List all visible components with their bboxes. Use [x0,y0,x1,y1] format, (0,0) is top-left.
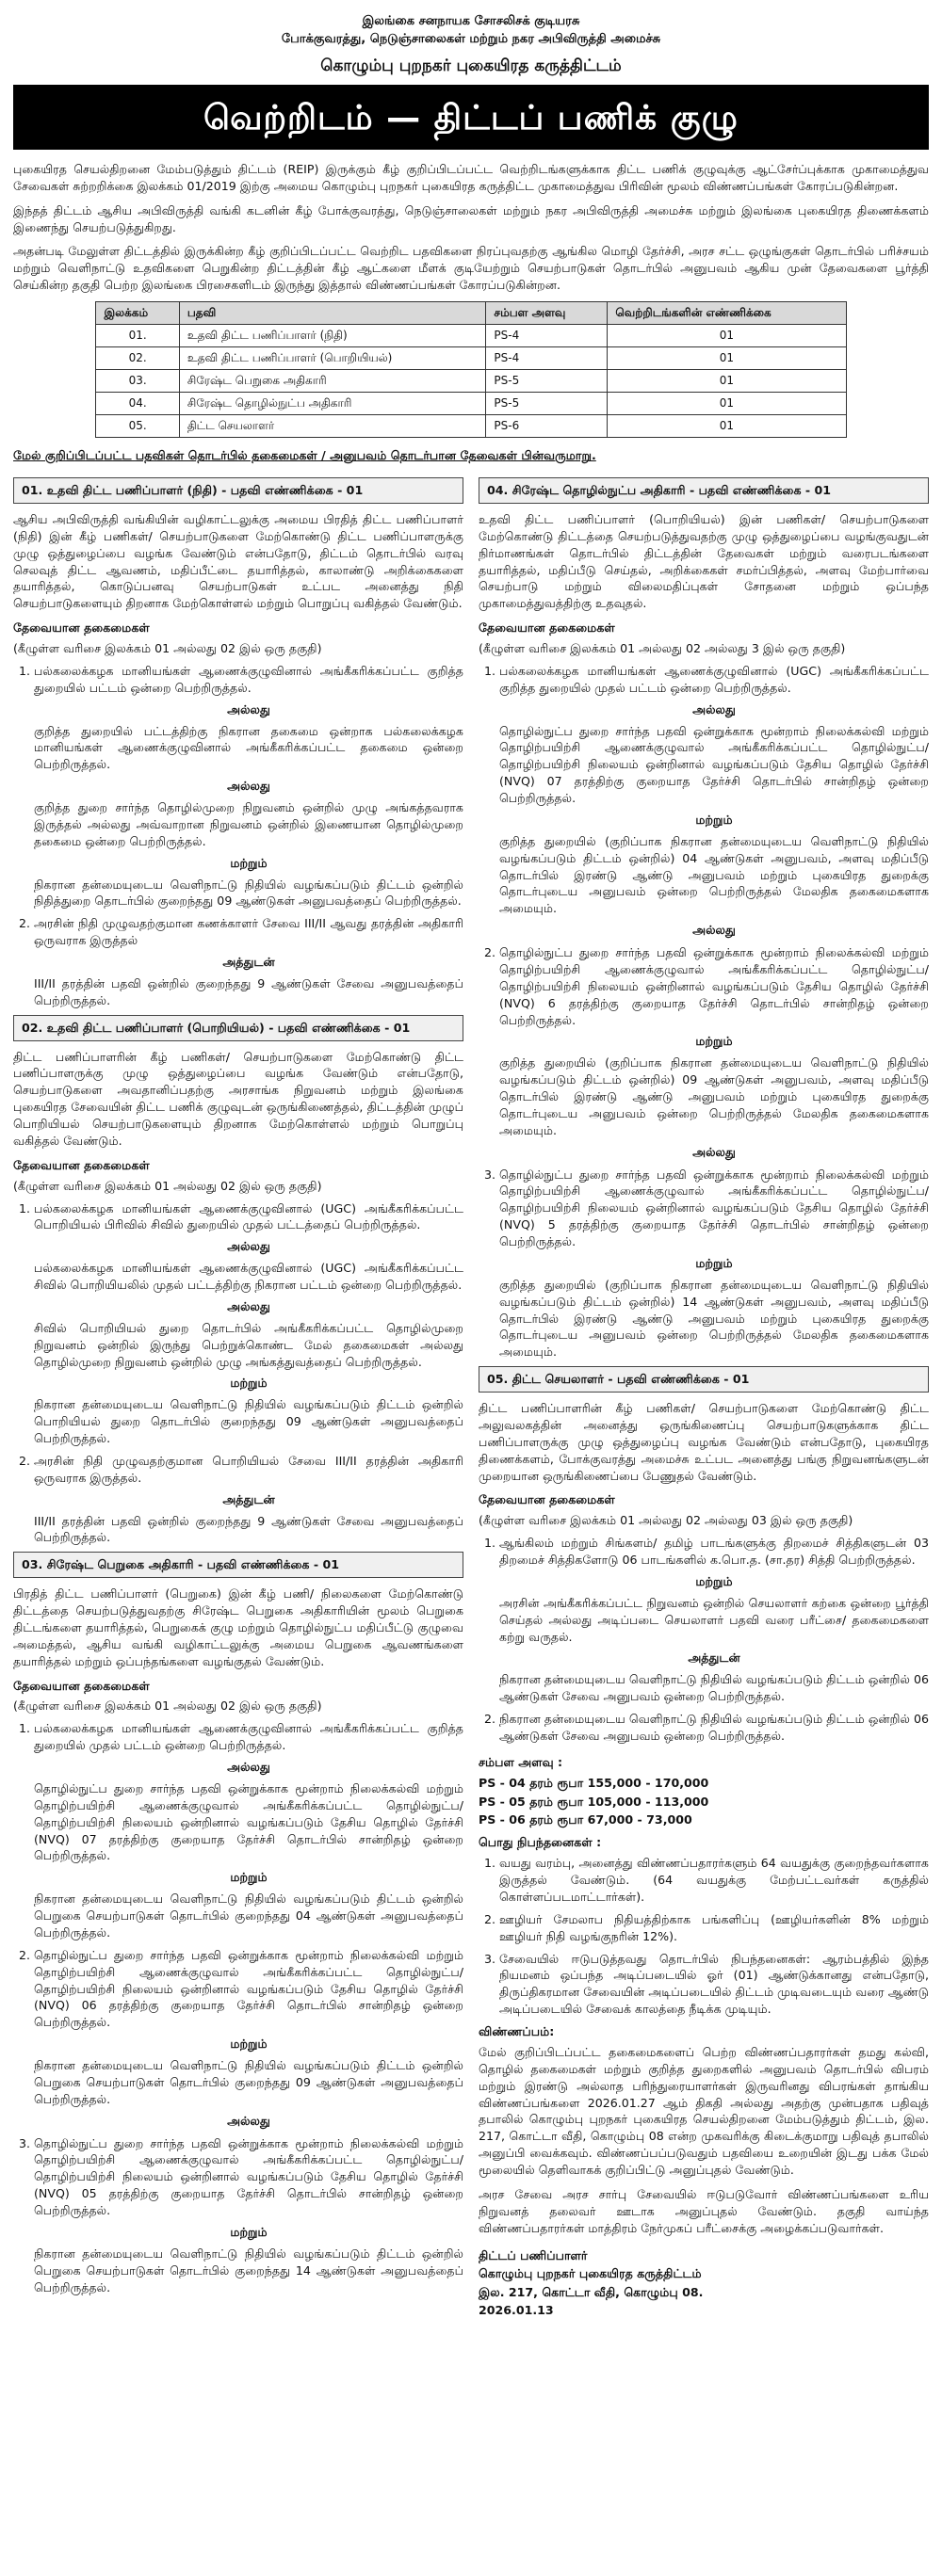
qual-text: தொழில்நுட்ப துறை சார்ந்த பதவி ஒன்றுக்காக மூன்றாம் நிலைக்கல்வி மற்றும் தொழிற்பயிற்சி ஆணைக்குழுவால் அங்கீகரிக்கப்பட்ட தொழில்நுட்ப/ தொழிற்பயிற்சி நிலையம் ஒன்றினால் வழங்கப்படும் தேசிய தொழில் தேர்ச்சி (NVQ) 6 தரத்திற்கு குறையாத தேர்ச்சி தொடர்பில் சான்றிதழ் ஒன்றை பெற்றிருத்தல். [499,945,929,1027]
table-header-row [96,302,846,325]
position-2-title: 02. உதவி திட்ட பணிப்பாளர் (பொறியியல்) - பதவி எண்ணிக்கை - 01 [13,1015,463,1041]
and-separator: மற்றும் [695,1255,733,1270]
table-cell: 01. [96,325,179,347]
position-1-title: 01. உதவி திட்ட பணிப்பாளர் (நிதி) - பதவி எண்ணிக்கை - 01 [13,477,463,504]
intro-paragraph-2: இந்தத் திட்டம் ஆசிய அபிவிருத்தி வங்கி கடனின் கீழ் போக்குவரத்து, நெடுஞ்சாலைகள் மற்றும் நகர அபிவிருத்தி அமைச்சு மற்றும் இலங்கை புகையிரத திணைக்களம் இணைந்து செயற்படுத்துகிறது. [13,202,929,234]
qual-text: நிகரான தன்மையுடைய வெளிநாட்டு நிதியில் வழங்கப்படும் திட்டம் ஒன்றில் பெறுகை செயற்பாடுகள் தொடர்பில் குறைந்தது 09 ஆண்டுகள் அனுபவத்தைப் பெற்றிருத்தல். [34,2058,463,2106]
qual-item [34,1200,463,1447]
table-cell: உதவி திட்ட பணிப்பாளர் (பொறியியல்) [179,347,486,370]
applications-heading: விண்ணப்பம்: [479,2024,555,2039]
salary-row: PS - 05 தரம் ரூபா 105,000 - 113,000 [479,1794,709,1809]
table-cell: 05. [96,415,179,438]
or-separator: அல்லது [692,701,736,716]
qual-item [499,1535,929,1705]
list-item: 2. ஊழியர் சேமலாப நிதியத்திற்காக பங்களிப்பு (ஊழியர்களின் 8% மற்றும் ஊழியர் நிதி வழங்குநரின் 12%). [499,1911,929,1945]
position-4-description: உதவி திட்ட பணிப்பாளர் (பொறியியல்) இன் பணிகள்/ செயற்பாடுகளை மேற்கொண்டு திட்டத்தை செயற்படுத்துவதற்கு முழு ஒத்துழைப்பை வழங்குவதுடன் நிர்மாணங்கள் தொடர்பில் திட்டத்தின் தேவைகள் மற்றும் வரைபடங்களை தயாரித்தல், மதிப்பீடு செய்தல், அறிக்கைகள் சமர்ப்பித்தல், அளவு மேற்பார்வை செயற்பாடு மற்றும் விலைமதிப்புகள் சோதனை மற்றும் ஒப்பந்த முகாமைத்துவத்திற்கு உதவுதல். [479,511,929,611]
quals-note: (கீழுள்ள வரிசை இலக்கம் 01 அல்லது 02 இல் ஒரு தகுதி) [13,641,322,656]
two-column-body [13,472,929,2320]
list-item: 3. சேவையில் ஈடுபடுத்தவது தொடர்பில் நிபந்தனைகள்: ஆரம்பத்தில் இந்த நியமனம் ஒப்பந்த அடிப்படையில் ஓர் (01) ஆண்டுக்கானது என்பதோடு, திருப்திகரமான சேவையின் அடிப்படையில் திட்டம் முடிவடையும் வரை ஆண்டு அடிப்படையில் சேவைக் காலத்தை நீடிக்க முடியும். [499,1951,929,2019]
quals-note: (கீழுள்ள வரிசை இலக்கம் 01 அல்லது 02 அல்லது 3 இல் ஒரு தகுதி) [479,641,846,656]
right-column [479,472,929,2320]
and-separator: மற்றும் [230,1376,268,1391]
required-quals-heading: தேவையான தகைமைகள் [13,1678,150,1693]
qual-text: தொழில்நுட்ப துறை சார்ந்த பதவி ஒன்றுக்காக மூன்றாம் நிலைக்கல்வி மற்றும் தொழிற்பயிற்சி ஆணைக்குழுவால் அங்கீகரிக்கப்பட்ட தொழில்நுட்ப/ தொழிற்பயிற்சி நிலையம் ஒன்றினால் வழங்கப்படும் தேசிய தொழில் தேர்ச்சி (NVQ) 07 தரத்திற்கு குறையாத தேர்ச்சி தொடர்பில் சான்றிதழ் ஒன்றை பெற்றிருத்தல். [34,1780,463,1863]
and-separator: மற்றும் [695,812,733,827]
qual-text: குறித்த துறையில் பட்டத்திற்கு நிகரான தகைமை ஒன்றாக பல்கலைக்கழக மானியங்கள் ஆணைக்குழுவினால் அங்கீகரிக்கப்பட்ட தகைமை ஒன்றை பெற்றிருத்தல். [34,723,463,772]
qual-text: அரசின் நிதி முழுவதற்குமான கணக்காளர் சேவை III/II ஆவது தரத்தின் அதிகாரி ஒருவராக இருத்தல் [34,916,463,948]
qual-text: குறித்த துறை சார்ந்த தொழில்முறை நிறுவனம் ஒன்றில் முழு அங்கத்தவராக இருத்தல் அல்லது அவ்வாறான நிறுவனம் ஒன்றில் இணையான தொழில்முறை தகைமை ஒன்றை பெற்றிருத்தல். [34,800,463,848]
and-separator: மற்றும் [230,855,268,870]
qual-item [499,944,929,1161]
qual-text: தொழில்நுட்ப துறை சார்ந்த பதவி ஒன்றுக்காக மூன்றாம் நிலைக்கல்வி மற்றும் தொழிற்பயிற்சி ஆணைக்குழுவால் அங்கீகரிக்கப்பட்ட தொழில்நுட்ப/ தொழிற்பயிற்சி நிலையம் ஒன்றினால் வழங்கப்படும் தேசிய தொழில் தேர்ச்சி (NVQ) 07 தரத்திற்கு குறையாத தேர்ச்சி தொடர்பில் சான்றிதழ் ஒன்றை பெற்றிருத்தல். [499,723,929,806]
qual-text: குறித்த துறையில் (குறிப்பாக நிகரான தன்மையுடைய வெளிநாட்டு நிதியில் வழங்கப்படும் திட்டம் ஒன்றில்) 09 ஆண்டுகள் அனுபவம், அளவு மதிப்பீடு தொடர்பில் இரண்டு ஆண்டு அனுபவம் மற்றும் புகையிரத துறைக்கு தொடர்புடைய அனுபவம் ஒன்றை பெற்றிருத்தல் மேலதிக தகைமைகளாக அமையும். [499,1055,929,1137]
table-cell: PS-6 [486,415,608,438]
table-row [96,415,846,438]
position-4-title: 04. சிரேஷ்ட தொழில்நுட்ப அதிகாரி - பதவி எண்ணிக்கை - 01 [479,477,929,504]
table-header-post: பதவி [179,302,486,325]
quals-note: (கீழுள்ள வரிசை இலக்கம் 01 அல்லது 02 அல்லது 03 இல் ஒரு தகுதி) [479,1513,853,1528]
qual-text: பல்கலைக்கழக மானியங்கள் ஆணைக்குழுவினால் (UGC) அங்கீகரிக்கப்பட்ட சிவில் பொறியியலில் முதல் பட்டத்திற்கு நிகரான பட்டம் ஒன்றை பெற்றிருத்தல். [34,1261,463,1293]
table-cell: 02. [96,347,179,370]
project-name: கொழும்பு புறநகர் புகையிரத கருத்திட்டம் [320,56,622,75]
position-3-title: 03. சிரேஷ்ட பெறுகை அதிகாரி - பதவி எண்ணிக்கை - 01 [13,1552,463,1578]
qual-text: தொழில்நுட்ப துறை சார்ந்த பதவி ஒன்றுக்காக மூன்றாம் நிலைக்கல்வி மற்றும் தொழிற்பயிற்சி ஆணைக்குழுவால் அங்கீகரிக்கப்பட்ட தொழில்நுட்ப/ தொழிற்பயிற்சி நிலையம் ஒன்றினால் வழங்கப்படும் தேசிய தொழில் தேர்ச்சி (NVQ) 06 தரத்திற்கு குறையாத தேர்ச்சி தொடர்பில் சான்றிதழ் ஒன்றை பெற்றிருத்தல். [34,1947,463,2030]
and-separator: மற்றும் [695,1034,733,1049]
or-separator: அல்லது [227,701,270,716]
salary-row: PS - 06 தரம் ரூபா 67,000 - 73,000 [479,1812,692,1827]
qual-text: பல்கலைக்கழக மானியங்கள் ஆணைக்குழுவினால் (UGC) அங்கீகரிக்கப்பட்ட குறித்த துறையில் முதல் பட்டம் ஒன்றை பெற்றிருத்தல். [499,663,929,695]
qual-text: குறித்த துறையில் (குறிப்பாக நிகரான தன்மையுடைய வெளிநாட்டு நிதியில் வழங்கப்படும் திட்டம் ஒன்றில்) 14 ஆண்டுகள் அனுபவம், அளவு மதிப்பீடு தொடர்பில் இரண்டு ஆண்டு அனுபவம் மற்றும் புகையிரத துறைக்கு தொடர்புடைய அனுபவம் ஒன்றை பெற்றிருத்தல் மேலதிக தகைமைகளாக அமையும். [499,1277,929,1360]
also-separator: அத்துடன் [222,955,275,970]
position-5-quals [479,1535,929,1745]
table-cell: உதவி திட்ட பணிப்பாளர் (நிதி) [179,325,486,347]
also-separator: அத்துடன் [222,1491,275,1506]
table-cell: 04. [96,393,179,415]
applications-text-2: அரச சேவை அரச சார்பு சேவையில் ஈடுபடுவோர் விண்ணப்பங்களை உரிய நிறுவனத் தலைவர் ஊடாக அனுப்புதல் வேண்டும். தகுதி வாய்ந்த விண்ணப்பதாரர்கள் மாத்திரம் நேர்முகப் பரீட்சைக்கு அழைக்கப்படுவார்கள். [479,2186,929,2235]
table-cell: 01 [608,347,846,370]
table-cell: PS-5 [486,370,608,393]
intro-paragraph-1: புகையிரத செயல்திறனை மேம்படுத்தும் திட்டம் (REIP) இருக்கும் கீழ் குறிப்பிடப்பட்ட வெற்றிடங்களுக்காக திட்ட பணிக் குழுவுக்கு ஆட்சேர்ப்புக்காக முகாமைத்துவ சேவைகள் சுற்றறிக்கை இலக்கம் 01/2019 இற்கு அமைய கொழும்பு புறநகர் புகையிரத கருத்திட்ட முகாமைத்துவ பிரிவின் மூலம் விண்ணப்பங்கள் கோரப்படுகின்றன. [13,161,929,193]
vacancy-table [95,301,846,438]
table-cell: திட்ட செயலாளர் [179,415,486,438]
qual-item [499,1167,929,1361]
general-conditions-list [479,1855,929,2018]
required-quals-heading: தேவையான தகைமைகள் [13,1157,150,1172]
table-cell: PS-4 [486,347,608,370]
qual-item [34,663,463,910]
table-cell: 01 [608,393,846,415]
salary-heading: சம்பள அளவு : [479,1754,563,1769]
qual-text: நிகரான தன்மையுடைய வெளிநாட்டு நிதியில் வழங்கப்படும் திட்டம் ஒன்றில் பொறியியல் துறை தொடர்பில் குறைந்தது 09 ஆண்டுகள் அனுபவத்தைப் பெற்றிருத்தல். [34,1397,463,1446]
ministry-name: போக்குவரத்து, நெடுஞ்சாலைகள் மற்றும் நகர அபிவிருத்தி அமைச்சு [281,31,661,46]
table-row [96,325,846,347]
qual-item [499,1711,929,1745]
qual-item [34,1720,463,1941]
salary-row: PS - 04 தரம் ரூபா 155,000 - 170,000 [479,1775,709,1790]
table-cell: 01 [608,325,846,347]
qual-item [34,1453,463,1546]
or-separator: அல்லது [227,1239,270,1254]
qual-item [34,1947,463,2130]
or-separator: அல்லது [692,923,736,938]
table-cell: சிரேஷ்ட தொழில்நுட்ப அதிகாரி [179,393,486,415]
qual-text: III/II தரத்தின் பதவி ஒன்றில் குறைந்தது 9 ஆண்டுகள் சேவை அனுபவத்தைப் பெற்றிருத்தல். [34,1513,463,1545]
required-quals-heading: தேவையான தகைமைகள் [13,620,150,636]
salary-section [479,1754,929,1829]
or-separator: அல்லது [227,779,270,794]
intro-paragraph-3: அதன்படி மேலுள்ள திட்டத்தில் இருக்கின்ற கீழ் குறிப்பிடப்பட்ட வெற்றிட பதவிகளை நிரப்புவதற்கு ஆங்கில மொழி தேர்ச்சி, அரச சட்ட ஒழுங்குகள் தொடர்பில் பரிச்சயம் மற்றும் வெளிநாட்டு உதவிகளை பெறுகின்ற திட்டத்தின் கீழ் ஆட்களை மீளக் குடியேற்றும் செயற்பாடுகள் தொடர்பில் அனுபவம் ஆகிய முன் தேவைகளை பூர்த்தி செய்கின்ற தகுதி பெற்ற இலங்கை பிரசைகளிடம் இருந்து இத்தால் விண்ணப்பங்கள் கோரப்படுகின்றன. [13,244,929,293]
signature-address: இல. 217, கொட்டா வீதி, கொழும்பு 08. [479,2284,704,2299]
and-separator: மற்றும் [230,1870,268,1885]
signature-date: 2026.01.13 [479,2303,554,2318]
table-row [96,393,846,415]
table-cell: சிரேஷ்ட பெறுகை அதிகாரி [179,370,486,393]
requirements-heading: மேல் குறிப்பிடப்பட்ட பதவிகள் தொடர்பில் தகைமைகள் / அனுபவம் தொடர்பான தேவைகள் பின்வருமாறு. [13,448,596,463]
quals-note: (கீழுள்ள வரிசை இலக்கம் 01 அல்லது 02 இல் ஒரு தகுதி) [13,1699,322,1714]
qual-text: நிகரான தன்மையுடைய வெளிநாட்டு நிதியில் வழங்கப்படும் திட்டம் ஒன்றில் 06 ஆண்டுகள் சேவை அனுபவம் ஒன்றை பெற்றிருத்தல். [499,1672,929,1704]
qual-text: நிகரான தன்மையுடைய வெளிநாட்டு நிதியில் வழங்கப்படும் திட்டம் ஒன்றில் பெறுகை செயற்பாடுகள் தொடர்பில் குறைந்தது 14 ஆண்டுகள் அனுபவத்தைப் பெற்றிருத்தல். [34,2246,463,2294]
vacancy-banner: வெற்றிடம் — திட்டப் பணிக் குழு [13,85,929,150]
republic-name: இலங்கை சனநாயக சோசலிசக் குடியரசு [362,14,580,28]
required-quals-heading: தேவையான தகைமைகள் [479,1492,615,1507]
qual-text: தொழில்நுட்ப துறை சார்ந்த பதவி ஒன்றுக்காக மூன்றாம் நிலைக்கல்வி மற்றும் தொழிற்பயிற்சி ஆணைக்குழுவால் அங்கீகரிக்கப்பட்ட தொழில்நுட்ப/ தொழிற்பயிற்சி நிலையம் ஒன்றினால் வழங்கப்படும் தேசிய தொழில் தேர்ச்சி (NVQ) 05 தரத்திற்கு குறையாத தேர்ச்சி தொடர்பில் சான்றிதழ் ஒன்றை பெற்றிருத்தல். [34,2135,463,2218]
position-1-quals [13,663,463,1009]
qual-text: நிகரான தன்மையுடைய வெளிநாட்டு நிதியில் வழங்கப்படும் திட்டம் ஒன்றில் 06 ஆண்டுகள் சேவை அனுபவம் ஒன்றை பெற்றிருத்தல். [499,1712,929,1743]
table-row [96,370,846,393]
qual-text: நிகரான தன்மையுடைய வெளிநாட்டு நிதியில் வழங்கப்படும் திட்டம் ஒன்றில் பெறுகை செயற்பாடுகள் தொடர்பில் குறைந்தது 04 ஆண்டுகள் அனுபவத்தைப் பெற்றிருத்தல். [34,1892,463,1940]
table-cell: PS-4 [486,325,608,347]
position-2-quals [13,1200,463,1547]
quals-note: (கீழுள்ள வரிசை இலக்கம் 01 அல்லது 02 இல் ஒரு தகுதி) [13,1178,322,1193]
qual-text: அரசின் அங்கீகரிக்கப்பட்ட நிறுவனம் ஒன்றில் செயலாளர் கற்கை ஒன்றை பூர்த்தி செய்தல் அல்லது அடிப்படை செயலாளர் பதவி வரை பரீட்சை/ தகைமைகளை கற்று வருதல். [499,1595,929,1644]
signature-block [479,2246,929,2320]
required-quals-heading: தேவையான தகைமைகள் [479,620,615,636]
position-3-description: பிரதித் திட்ட பணிப்பாளர் (பெறுகை) இன் கீழ் பணி/ நிலைகளை மேற்கொண்டு திட்டத்தை செயற்படுத்துவதற்கு சிரேஷ்ட பெறுகை அதிகாரியின் மூலம் பெறுகை திட்டங்களை தயாரித்தல், பெறுகைக் குழு மற்றும் தொழில்நுட்ப மதிப்பீட்டு குழுவை அமைத்தல், ஆசிய வங்கி வழிகாட்டலுக்கு அமைய பெறுகை ஆவணங்களை தயாரித்தல் மற்றும் ஒப்பந்தங்களை வழங்குதல் வேண்டும். [13,1586,463,1668]
and-separator: மற்றும் [230,2037,268,2052]
signature-title: திட்டப் பணிப்பாளர் [479,2247,588,2262]
table-cell: 01 [608,415,846,438]
qual-text: குறித்த துறையில் (குறிப்பாக நிகரான தன்மையுடைய வெளிநாட்டு நிதியில் வழங்கப்படும் திட்டம் ஒன்றில்) 04 ஆண்டுகள் அனுபவம், அளவு மதிப்பீடு தொடர்பில் இரண்டு ஆண்டு அனுபவம் மற்றும் புகையிரத துறைக்கு தொடர்புடைய அனுபவம் ஒன்றை பெற்றிருத்தல் மேலதிக தகைமைகளாக அமையும். [499,833,929,916]
and-separator: மற்றும் [695,1573,733,1588]
table-header-count: வெற்றிடங்களின் எண்ணிக்கை [608,302,846,325]
qual-text: நிகரான தன்மையுடைய வெளிநாட்டு நிதியில் வழங்கப்படும் திட்டம் ஒன்றில் நிதித்துறை தொடர்பில் குறைந்தது 09 ஆண்டுகள் அனுபவத்தைப் பெற்றிருத்தல். [34,877,463,909]
table-header-no: இலக்கம் [96,302,179,325]
qual-text: ஆங்கிலம் மற்றும் சிங்களம்/ தமிழ் பாடங்களுக்கு திறமைச் சித்திகளுடன் 03 திறமைச் சித்திகளோடு 06 பாடங்களில் க.பொ.த. (சா.தர) சித்தி பெற்றிருத்தல். [499,1536,929,1568]
qual-text: பல்கலைக்கழக மானியங்கள் ஆணைக்குழுவினால் அங்கீகரிக்கப்பட்ட குறித்த துறையில் முதல் பட்டம் ஒன்றை பெற்றிருத்தல். [34,1721,463,1753]
qual-text: III/II தரத்தின் பதவி ஒன்றில் குறைந்தது 9 ஆண்டுகள் சேவை அனுபவத்தைப் பெற்றிருத்தல். [34,975,463,1007]
general-conditions-heading: பொது நிபந்தனைகள் : [479,1835,602,1850]
or-separator: அல்லது [692,1144,736,1159]
qual-text: சிவில் பொறியியல் துறை தொடர்பில் அங்கீகரிக்கப்பட்ட தொழில்முறை நிறுவனம் ஒன்றில் இருந்து பெற்றுக்கொண்ட மேல் தகைமைகள் அல்லது தொழில்முறை நிறுவனம் ஒன்றில் முழு அங்கத்துவத்தைப் பெற்றிருத்தல். [34,1320,463,1369]
qual-item [34,2135,463,2296]
signature-project: கொழும்பு புறநகர் புகையிரத கருத்திட்டம் [479,2266,702,2281]
qual-text: தொழில்நுட்ப துறை சார்ந்த பதவி ஒன்றுக்காக மூன்றாம் நிலைக்கல்வி மற்றும் தொழிற்பயிற்சி ஆணைக்குழுவால் அங்கீகரிக்கப்பட்ட தொழில்நுட்ப/ தொழிற்பயிற்சி நிலையம் ஒன்றினால் வழங்கப்படும் தேசிய தொழில் தேர்ச்சி (NVQ) 5 தரத்திற்கு குறையாத தேர்ச்சி தொடர்பில் சான்றிதழ் ஒன்றை பெற்றிருத்தல். [499,1167,929,1249]
and-separator: மற்றும் [230,2224,268,2239]
qual-text: அரசின் நிதி முழுவதற்குமான பொறியியல் சேவை III/II தரத்தின் அதிகாரி ஒருவராக இருத்தல். [34,1453,463,1485]
table-cell: 03. [96,370,179,393]
applications-text: மேல் குறிப்பிடப்பட்ட தகைமைகளைப் பெற்ற விண்ணப்பதாரர்கள் தமது கல்வி, தொழில் தகைமைகள் மற்றும் குறித்த துறைகளில் அனுபவம் தொடர்பில் விபரம் மற்றும் இரண்டு அல்லாத பரிந்துரையாளர்கள் இருவரினது விபரங்கள் தாங்கிய விண்ணப்பங்களை 2026.01.27 ஆம் திகதி அல்லது அதற்கு முன்பதாக பதிவுத் தபாலில் கொழும்பு புறநகர் புகையிரத செயல்திறனை மேம்படுத்தும் திட்டம், இல. 217, கொட்டா வீதி, கொழும்பு 08 என்ற முகவரிக்கு கிடைக்குமாறு பதிவுத் தபாலில் அனுப்பி வைக்கவும். விண்ணப்பப்படுவதும் பதவியை உறையின் இடது பக்க மேல் மூலையில் தெளிவாகக் குறிப்பிட்டு அனுப்புதல் வேண்டும். [479,2044,929,2178]
position-5-title: 05. திட்ட செயலாளர் - பதவி எண்ணிக்கை - 01 [479,1366,929,1393]
position-1-description: ஆசிய அபிவிருத்தி வங்கியின் வழிகாட்டலுக்கு அமைய பிரதித் திட்ட பணிப்பாளர் (நிதி) இன் கீழ் பணிகள்/ செயற்பாடுகளை மேற்கொண்டு திட்ட பணிப்பாளருக்கு முழு ஒத்துழைப்பை வழங்க வேண்டும் என்பதோடு, திட்டம் தொடர்பில் வரவு செலவுத் திட்ட ஆவணம், மதிப்பீட்டை தயாரித்தல், காலாண்டு அறிக்கைகளை தயாரித்தல், கொடுப்பனவு செயற்பாடுகள் உட்பட அனைத்து நிதி செயற்பாடுகளையும் திறனாக மேற்கொள்ளல் மற்றும் பொறுப்பு வகித்தல் வேண்டும். [13,511,463,611]
position-5-description: திட்ட பணிப்பாளரின் கீழ் பணிகள்/ செயற்பாடுகளை மேற்கொண்டு திட்ட அலுவலகத்தின் அனைத்து ஒருங்கிணைப்பு செயற்பாடுகளுக்காக திட்ட பணிப்பாளருக்கு முழு ஒத்துழைப்பு வழங்க வேண்டும் என்பதோடு, புகையிரத திணைக்களம், போக்குவரத்து அமைச்சு உட்பட அனைத்து பங்கு நிறுவனங்களுடன் முறையான ஒருங்கிணைப்பை பேணுதல் வேண்டும். [479,1401,929,1483]
position-2-description: திட்ட பணிப்பாளரின் கீழ் பணிகள்/ செயற்பாடுகளை மேற்கொண்டு திட்ட பணிப்பாளருக்கு முழு ஒத்துழைப்பை வழங்க வேண்டும் என்பதோடு, செயற்பாடுகளை அவதானிப்பதற்கு அரசாங்க நிறுவனம் மற்றும் இலங்கை புகையிரத சேவையின் திட்ட பணிக் குழுவுடன் ஒருங்கிணைத்தல், திட்டத்தின் முழுப் பொறியியல் செயற்பாடுகளையும் திறனாக மேற்கொள்ளல் மற்றும் பொறுப்பு வகித்தல் வேண்டும். [13,1049,463,1148]
also-separator: அத்துடன் [688,1650,740,1666]
qual-text: பல்கலைக்கழக மானியங்கள் ஆணைக்குழுவினால் அங்கீகரிக்கப்பட்ட குறித்த துறையில் பட்டம் ஒன்றை பெற்றிருத்தல். [34,663,463,695]
qual-item [34,915,463,1008]
left-column [13,472,463,2301]
list-item: 1. வயது வரம்பு, அனைத்து விண்ணப்பதாரர்களும் 64 வயதுக்கு குறைந்தவர்களாக இருத்தல் வேண்டும். (64 வயதுக்கு மேற்பட்டவர்கள் கருத்தில் கொள்ளப்படமாட்டார்கள்). [499,1855,929,1906]
or-separator: அல்லது [227,2113,270,2128]
position-3-quals [13,1720,463,2295]
table-cell: PS-5 [486,393,608,415]
notice-header [13,13,929,77]
or-separator: அல்லது [227,1298,270,1313]
table-header-salary: சம்பள அளவு [486,302,608,325]
qual-text: பல்கலைக்கழக மானியங்கள் ஆணைக்குழுவினால் (UGC) அங்கீகரிக்கப்பட்ட பொறியியல் பிரிவில் சிவில் துறையில் முதல் பட்டத்தைப் பெற்றிருத்தல். [34,1200,463,1232]
table-row [96,347,846,370]
table-cell: 01 [608,370,846,393]
position-4-quals [479,663,929,1360]
or-separator: அல்லது [227,1760,270,1775]
qual-item [499,663,929,939]
